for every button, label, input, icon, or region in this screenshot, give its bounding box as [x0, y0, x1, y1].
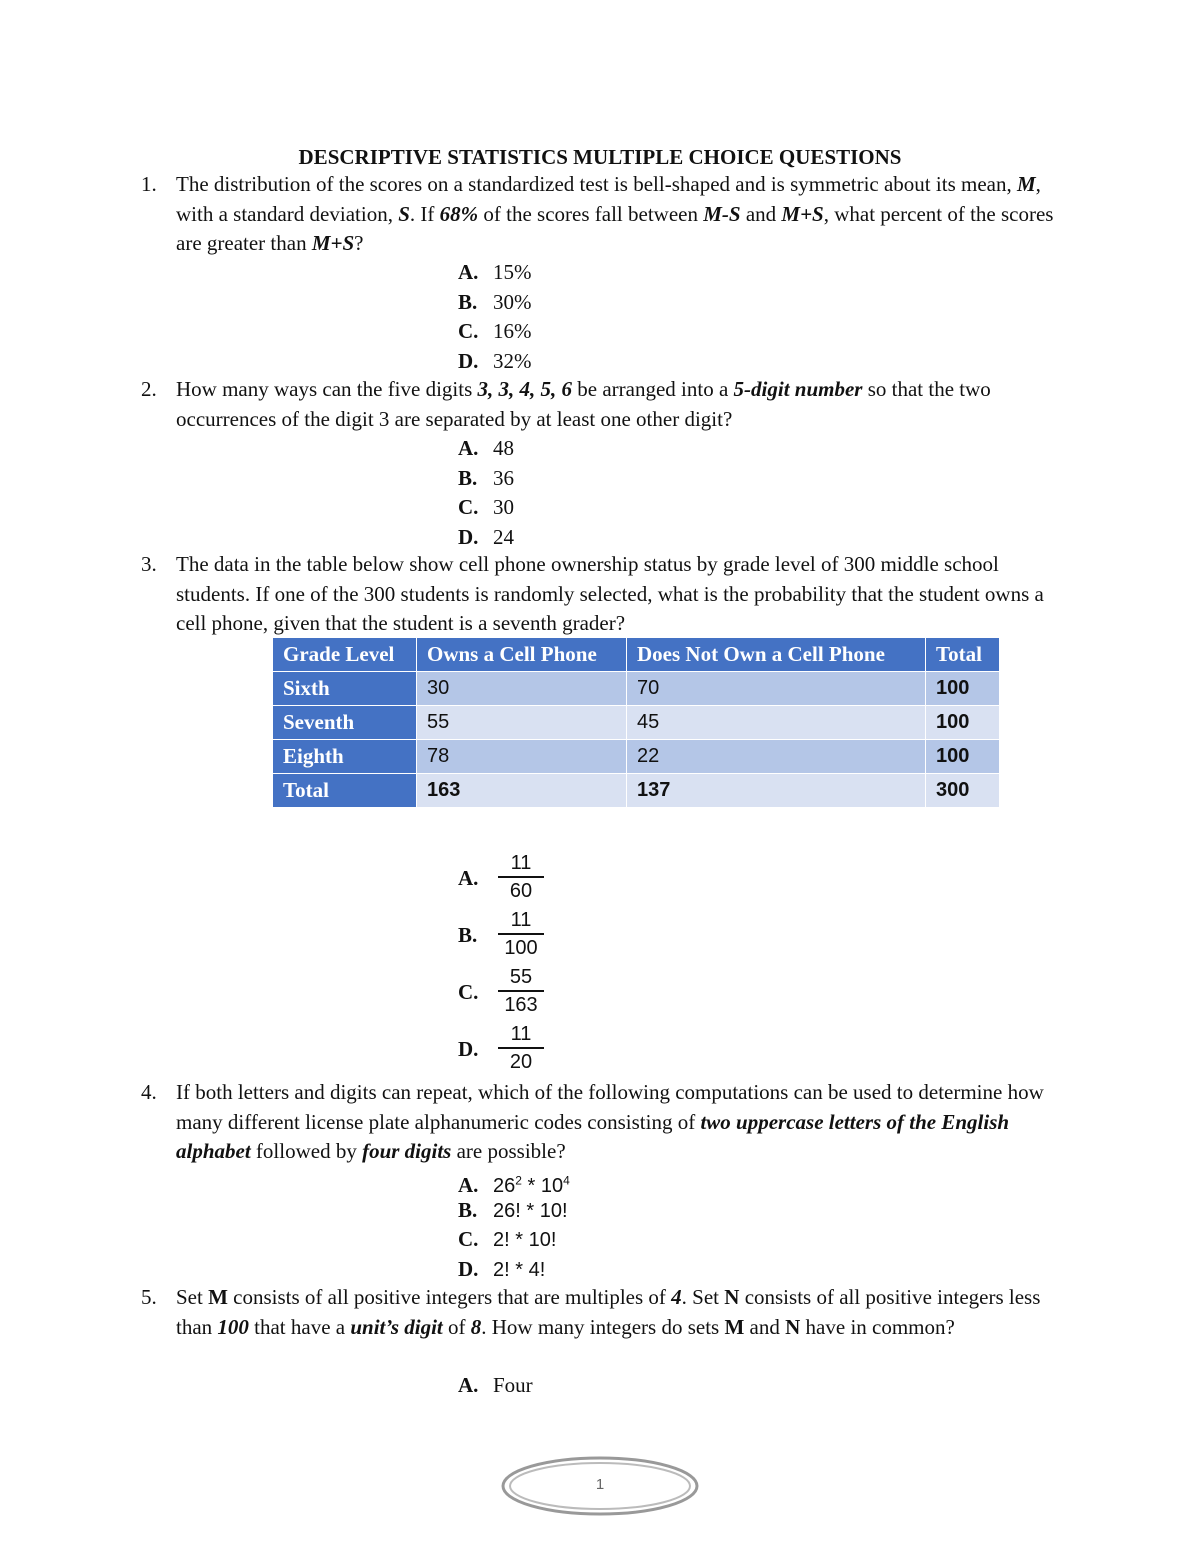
option-c[interactable]: C. 16%: [458, 319, 532, 343]
option-c[interactable]: C. 2! * 10!: [458, 1227, 557, 1251]
question-2-options: [458, 434, 514, 552]
question-number: 1.: [141, 172, 157, 196]
question-number: 2.: [141, 377, 157, 401]
table-header: Owns a Cell Phone: [417, 638, 627, 672]
question-4-options: [458, 1166, 570, 1284]
table-cell: 78: [417, 740, 627, 774]
option-b[interactable]: B. 26! * 10!: [458, 1197, 568, 1222]
option-a[interactable]: A. $26^2 * 10^4$: [458, 1172, 570, 1197]
question-text: The distribution of the scores on a standardized test is bell-shaped and is symmetric about its mean, M, with a standard deviation, S. If 68% of the scores fall between M-S and M+S, what percent of the scores are greater than M+S?: [176, 172, 1054, 255]
question-1-options: [458, 258, 532, 376]
page-title: DESCRIPTIVE STATISTICS MULTIPLE CHOICE QUESTIONS: [298, 145, 902, 169]
table-row: [273, 740, 1000, 774]
table-cell: 55: [417, 706, 627, 740]
question-text: Set M consists of all positive integers that are multiples of 4. Set N consists of all positive integers less than 100 that have a unit’s digit of 8. How many integers do sets M and N have in common?: [176, 1285, 1041, 1339]
page-number: 1: [595, 1476, 605, 1493]
table-cell: 30: [417, 672, 627, 706]
option-d[interactable]: D. 2! * 4!: [458, 1256, 546, 1281]
fraction: $\frac{11}{20}$: [498, 1021, 544, 1075]
row-label: Seventh: [273, 706, 417, 740]
table-cell: 100: [926, 706, 1000, 740]
table-cell: 70: [627, 672, 926, 706]
table-row: [273, 774, 1000, 808]
question-5: [141, 1283, 1071, 1342]
table-row: [273, 706, 1000, 740]
fraction: $\frac{11}{100}$: [498, 907, 544, 961]
fraction: $\frac{55}{163}$: [498, 964, 544, 1018]
table-cell: 100: [926, 740, 1000, 774]
table-header: Grade Level: [273, 638, 417, 672]
fraction: $\frac{11}{60}$: [498, 850, 544, 904]
question-text: If both letters and digits can repeat, which of the following computations can be used to determine how many different license plate alphanumeric codes consisting of two uppercase letters of the English alphabet followed by four digits are possible?: [176, 1080, 1044, 1163]
option-b[interactable]: B. 36: [458, 465, 514, 490]
table-row: [273, 672, 1000, 706]
table-cell: 137: [627, 774, 926, 808]
table-cell: 163: [417, 774, 627, 808]
question-number: 4.: [141, 1080, 157, 1104]
option-a[interactable]: A. Four: [458, 1373, 533, 1397]
option-b[interactable]: B. 30%: [458, 289, 532, 314]
table-cell: 100: [926, 672, 1000, 706]
row-label: Total: [273, 774, 417, 808]
question-1: [141, 170, 1071, 259]
option-d[interactable]: D. 32%: [458, 348, 532, 373]
table-cell: 45: [627, 706, 926, 740]
question-2: [141, 375, 1071, 434]
option-d[interactable]: D. 24: [458, 524, 514, 549]
question-text: The data in the table below show cell phone ownership status by grade level of 300 middle school students. If one of the 300 students is randomly selected, what is the probability that the student owns a cell phone, given that the student is a seventh grader?: [176, 552, 1044, 635]
row-label: Sixth: [273, 672, 417, 706]
question-4: [141, 1078, 1071, 1167]
option-a[interactable]: A. 48: [458, 436, 514, 460]
question-text: How many ways can the five digits 3, 3, 4, 5, 6 be arranged into a 5-digit number so that the two occurrences of the digit 3 are separated by at least one other digit?: [176, 377, 991, 431]
question-number: 3.: [141, 552, 157, 576]
table-cell: 22: [627, 740, 926, 774]
table-cell: 300: [926, 774, 1000, 808]
cell-phone-table: [272, 637, 1000, 808]
table-header: Total: [926, 638, 1000, 672]
question-5-options: [458, 1371, 533, 1401]
table-header: Does Not Own a Cell Phone: [627, 638, 926, 672]
option-a[interactable]: A. 15%: [458, 260, 532, 284]
question-number: 5.: [141, 1285, 157, 1309]
option-c[interactable]: C. 30: [458, 495, 514, 519]
question-3: [141, 550, 1071, 639]
row-label: Eighth: [273, 740, 417, 774]
